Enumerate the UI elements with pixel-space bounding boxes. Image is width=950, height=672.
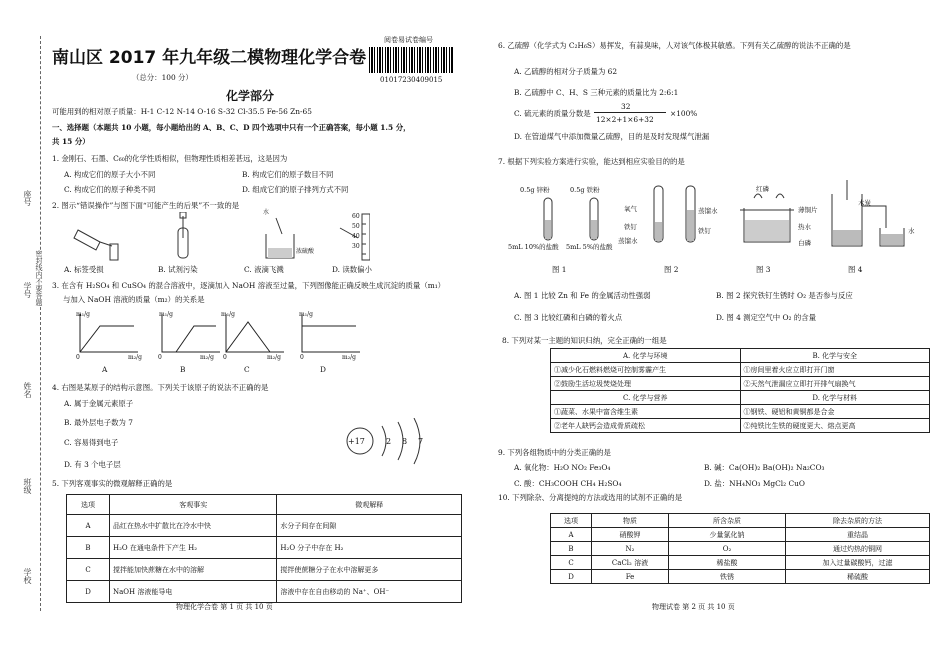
q5-stem: 5. 下列客观事实的微观解释正确的是	[52, 479, 173, 488]
table-cell: ①钢铁、硬铝和黄铜都是合金	[740, 405, 930, 419]
q8-heading-c: C. 化学与营养	[551, 391, 741, 405]
fig1-caption: 图 1	[552, 265, 567, 274]
barcode-label: 阅卷易试卷编号	[384, 36, 433, 44]
q7-option-d[interactable]: D. 图 4 测定空气中 O₂ 的含量	[716, 313, 816, 322]
q4-option-a[interactable]: A. 属于金属元素原子	[64, 399, 134, 408]
q1-option-b[interactable]: B. 构成它们的原子数目不同	[242, 170, 334, 179]
table-row[interactable]	[551, 570, 930, 584]
q9-option-b[interactable]: B. 碱：Ca(OH)₂ Ba(OH)₂ Na₂CO₃	[704, 463, 825, 472]
axes-d	[302, 314, 360, 352]
q3-xlabel-d: m₂/g	[342, 354, 356, 361]
table-cell: 少量氯化钠	[669, 528, 786, 542]
q3-ylabel-a: m₁/g	[76, 311, 90, 318]
q6-fraction-numerator: 32	[621, 102, 631, 111]
q8-table	[550, 348, 930, 433]
footer-left: 物理化学合卷 第 1 页 共 10 页	[176, 603, 273, 611]
seal-line-note: 密封线内不要答题	[35, 250, 43, 306]
table-row[interactable]	[551, 556, 930, 570]
q6-stem: 6. 乙硫醇（化学式为 C₂H₆S）易挥发，有蒜臭味，人对该气体极其敏感。下列有关乙硫醇的说法不正确的是	[498, 41, 851, 50]
footer-right: 物理试卷 第 2 页 共 10 页	[652, 603, 735, 611]
q8-heading-a: A. 化学与环境	[551, 349, 741, 363]
q4-option-c[interactable]: C. 容易得到电子	[64, 438, 119, 447]
q3-graph-c	[226, 314, 284, 352]
table-cell: O₂	[669, 542, 786, 556]
q3-graphs	[66, 310, 366, 360]
table-row[interactable]	[551, 405, 930, 419]
fig1-iron-label: 0.5g 铁粉	[570, 186, 600, 194]
fig4-charcoal-label: 木炭	[858, 199, 871, 207]
table-cell: A	[67, 515, 110, 537]
q2-option-a[interactable]: A. 标签受损	[64, 265, 104, 274]
binding-margin	[0, 0, 48, 672]
table-cell: A	[551, 528, 592, 542]
table-row[interactable]	[551, 419, 930, 433]
table-cell: D	[551, 570, 592, 584]
q4-stem: 4. 右图是某原子的结构示意图。下列关于该原子的说法不正确的是	[52, 383, 269, 392]
table-cell: 通过灼热的铜网	[786, 542, 930, 556]
q7-stem: 7. 根据下列实验方案进行实验，能达到相应实验目的的是	[498, 157, 685, 166]
q2-stem: 2. 图示“错误操作”与图下面“可能产生的后果”不一致的是	[52, 201, 240, 210]
curve-c	[226, 322, 270, 352]
fig2-nail-label: 铁钉	[624, 223, 637, 231]
q3-option-b[interactable]: B	[180, 365, 186, 374]
part1-heading-cont: 共 15 分）	[52, 137, 90, 146]
q3-xlabel-c: m₂/g	[267, 354, 281, 361]
beaker-dilution-illustration	[266, 218, 294, 258]
q10-stem: 10. 下列除杂、分离提纯的方法或选用的试剂不正确的是	[498, 493, 683, 502]
q10-header-impurity: 所含杂质	[669, 514, 786, 528]
q3-stem-cont: 与加入 NaOH 溶液的质量（m₂）的关系是	[63, 295, 205, 304]
q7-option-b[interactable]: B. 图 2 探究铁钉生锈时 O₂ 是否参与反应	[716, 291, 853, 300]
table-cell: 铁锈	[669, 570, 786, 584]
fig2-test-tubes	[654, 186, 695, 242]
q6-option-b[interactable]: B. 乙硫醇中 C、H、S 三种元素的质量比为 2:6:1	[514, 88, 679, 97]
table-cell: NaOH 溶液能导电	[110, 581, 277, 603]
table-row[interactable]	[551, 363, 930, 377]
table-row[interactable]	[67, 559, 462, 581]
q6-fraction-bar	[594, 112, 666, 113]
q7-option-a[interactable]: A. 图 1 比较 Zn 和 Fe 的金属活动性强弱	[514, 291, 651, 300]
table-row[interactable]	[67, 537, 462, 559]
fig2-water-label: 蒸馏水	[618, 237, 638, 245]
table-cell: 水分子间存在间隙	[277, 515, 462, 537]
q5-table	[66, 494, 462, 603]
q2-figures	[70, 209, 370, 264]
name-label: 姓名	[23, 382, 32, 398]
section-title: 化学部分	[226, 89, 275, 103]
fig4-caption: 图 4	[848, 265, 863, 274]
table-cell: Fe	[592, 570, 669, 584]
table-cell: 稀盐酸	[669, 556, 786, 570]
q7-option-c[interactable]: C. 图 3 比较红磷和白磷的着火点	[514, 313, 623, 322]
table-row[interactable]	[67, 515, 462, 537]
q4-option-d[interactable]: D. 有 3 个电子层	[64, 460, 121, 469]
table-cell: 稀硫酸	[786, 570, 930, 584]
fig1-zinc-label: 0.5g 锌粉	[520, 186, 550, 194]
q3-option-d[interactable]: D	[320, 365, 326, 374]
fig2-oxygen-label: 氧气	[624, 205, 637, 213]
table-cell: ①蔬菜、水果中富含维生素	[551, 405, 741, 419]
q4-option-b[interactable]: B. 最外层电子数为 7	[64, 418, 133, 427]
exam-title: 南山区 2017 年九年级二模物理化学合卷	[52, 48, 367, 68]
curve-a	[80, 326, 134, 352]
shell-3-electrons: 7	[418, 437, 424, 446]
axes-b	[162, 314, 220, 352]
q1-option-d[interactable]: D. 组成它们的原子排列方式不同	[242, 185, 349, 194]
q3-option-c[interactable]: C	[244, 365, 250, 374]
table-cell: 品红在热水中扩散比在冷水中快	[110, 515, 277, 537]
q10-header-substance: 物质	[592, 514, 669, 528]
fig3-beaker-apparatus	[740, 194, 794, 242]
shell-2-electrons: 8	[402, 437, 408, 446]
q6-option-c[interactable]: C. 硫元素的质量分数是	[514, 109, 591, 118]
nucleus-charge: +17	[348, 437, 365, 446]
barcode	[369, 47, 453, 73]
q9-stem: 9. 下列各组物质中的分类正确的是	[498, 448, 611, 457]
q8-stem: 8. 下列对某一主题的知识归纳，完全正确的一组是	[502, 336, 667, 345]
q3-stem: 3. 在含有 H₂SO₄ 和 CuSO₄ 的混合溶液中，逐滴加入 NaOH 溶液至过量，下列图像能正确反映生成沉淀的质量（m₁）	[52, 281, 446, 290]
table-cell: 加入过量碳酸钙，过滤	[786, 556, 930, 570]
shell-1-electrons: 2	[386, 437, 392, 446]
q3-ylabel-c: m₁/g	[221, 311, 235, 318]
fig3-caption: 图 3	[756, 265, 771, 274]
table-row[interactable]	[551, 528, 930, 542]
q2-water-label: 水	[263, 209, 270, 216]
q9-option-d[interactable]: D. 盐：NH₄NO₃ MgCl₂ CuO	[704, 479, 805, 488]
q2-option-c[interactable]: C. 液滴飞溅	[244, 265, 284, 274]
table-cell: D	[67, 581, 110, 603]
table-cell: B	[551, 542, 592, 556]
table-cell: 重结晶	[786, 528, 930, 542]
axes-a	[80, 314, 138, 352]
q2-tick-30: 30	[352, 243, 360, 250]
q3-origin-b: 0	[158, 354, 162, 361]
axes-c	[226, 314, 284, 352]
table-cell: H₂O 在通电条件下产生 H₂	[110, 537, 277, 559]
fig3-copper-label: 薄铜片	[798, 206, 818, 214]
q10-header-method: 除去杂质的方法	[786, 514, 930, 528]
q5-header-option: 选项	[67, 495, 110, 515]
table-cell: ①房间里着火应立即打开门窗	[740, 363, 930, 377]
fig2-nail-label-2: 铁钉	[698, 227, 711, 235]
fig4-closed-container	[832, 180, 904, 246]
school-label: 学校	[23, 568, 32, 584]
q2-tick-50: 50	[352, 223, 360, 230]
fig2-water-label-2: 蒸馏水	[698, 207, 718, 215]
q9-option-c[interactable]: C. 酸：CH₃COOH CH₄ H₂SO₄	[514, 479, 622, 488]
q1-option-c[interactable]: C. 构成它们的原子种类不同	[64, 185, 156, 194]
table-cell: B	[67, 537, 110, 559]
q3-origin-d: 0	[300, 354, 304, 361]
seal-line	[40, 36, 41, 611]
atomic-masses: 可能用到的相对原子质量：H-1 C-12 N-14 O-16 S-32 Cl-35.5 Fe-56 Zn-65	[52, 107, 312, 116]
q3-ylabel-b: m₁/g	[159, 311, 173, 318]
q2-tick-40: 40	[352, 233, 360, 240]
table-cell: ②鼓励生活垃圾焚烧处理	[551, 377, 741, 391]
curve-b	[176, 326, 216, 352]
fig3-red-p-label: 红磷	[756, 185, 769, 193]
table-cell: ②老年人缺钙会造成骨质疏松	[551, 419, 741, 433]
total-score: （总分：100 分）	[132, 73, 193, 82]
q3-xlabel-b: m₂/g	[200, 354, 214, 361]
q3-origin-a: 0	[76, 354, 80, 361]
part1-heading: 一、选择题（本题共 10 小题，每小题给出的 A、B、C、D 四个选项中只有一个正确答案，每小题 1.5 分，	[52, 123, 411, 132]
table-cell: C	[67, 559, 110, 581]
seat-label: 座号	[23, 190, 32, 206]
fig1-test-tubes	[544, 198, 598, 240]
q3-graph-a	[80, 314, 138, 352]
q5-header-fact: 客观事实	[110, 495, 277, 515]
table-cell: ①减少化石燃料燃烧可控制雾霾产生	[551, 363, 741, 377]
q10-header-option: 选项	[551, 514, 592, 528]
q3-graph-b	[162, 314, 220, 352]
table-row[interactable]	[67, 581, 462, 603]
table-cell: H₂O 分子中存在 H₂	[277, 537, 462, 559]
table-row[interactable]	[551, 377, 930, 391]
q6-option-a[interactable]: A. 乙硫醇的相对分子质量为 62	[514, 67, 618, 76]
barcode-number: 01017230409015	[380, 76, 443, 84]
fig3-hot-water-label: 热水	[798, 223, 811, 231]
table-cell: 溶液中存在自由移动的 Na⁺、OH⁻	[277, 581, 462, 603]
q6-option-d[interactable]: D. 在管道煤气中添加微量乙硫醇，目的是及时发现煤气泄漏	[514, 132, 710, 141]
q2-acid-label: 浓硫酸	[296, 248, 315, 255]
q9-option-a[interactable]: A. 氧化物：H₂O NO₂ Fe₃O₄	[514, 463, 611, 472]
q8-heading-b: B. 化学与安全	[740, 349, 930, 363]
table-cell: ②纯铁比生铁的硬度更大、熔点更高	[740, 419, 930, 433]
pouring-bottle-illustration	[74, 230, 118, 260]
q6-fraction-denominator: 12×2+1×6+32	[596, 115, 654, 124]
q6-fraction-suffix: ×100%	[670, 109, 698, 118]
q1-option-a[interactable]: A. 构成它们的原子大小不同	[64, 170, 156, 179]
table-cell: ②天然气泄漏应立即打开排气扇换气	[740, 377, 930, 391]
table-row[interactable]	[551, 542, 930, 556]
table-cell: 搅拌使蔗糖分子在水中溶解更多	[277, 559, 462, 581]
fig1-acid5-label: 5mL 5%的盐酸	[566, 243, 613, 251]
q1-stem: 1. 金刚石、石墨、C₆₀的化学性质相似，但物理性质相差甚远，这是因为	[52, 154, 288, 163]
dropper-tube-illustration	[178, 212, 188, 258]
q5-header-explain: 微观解释	[277, 495, 462, 515]
table-cell: 硝酸钾	[592, 528, 669, 542]
q8-heading-d: D. 化学与材料	[740, 391, 930, 405]
table-cell: 搅拌能加快蔗糖在水中的溶解	[110, 559, 277, 581]
q3-xlabel-a: m₂/g	[128, 354, 142, 361]
q2-tick-60: 60	[352, 213, 360, 220]
table-cell: C	[551, 556, 592, 570]
q3-graph-d	[302, 314, 360, 352]
fig1-acid10-label: 5mL 10%的盐酸	[508, 243, 559, 251]
fig4-water-label: 水	[908, 227, 915, 235]
q2-option-d[interactable]: D. 读数偏小	[332, 265, 372, 274]
q3-option-a[interactable]: A	[102, 365, 108, 374]
q3-origin-c: 0	[223, 354, 227, 361]
q10-table	[550, 513, 930, 584]
q2-option-b[interactable]: B. 试剂污染	[158, 265, 198, 274]
class-label: 班级	[23, 478, 32, 494]
fig3-white-p-label: 白磷	[798, 239, 811, 247]
table-cell: N₂	[592, 542, 669, 556]
q3-ylabel-d: m₁/g	[299, 311, 313, 318]
table-cell: CaCl₂ 溶液	[592, 556, 669, 570]
student-id-label: 学号	[23, 282, 32, 298]
fig2-caption: 图 2	[664, 265, 679, 274]
